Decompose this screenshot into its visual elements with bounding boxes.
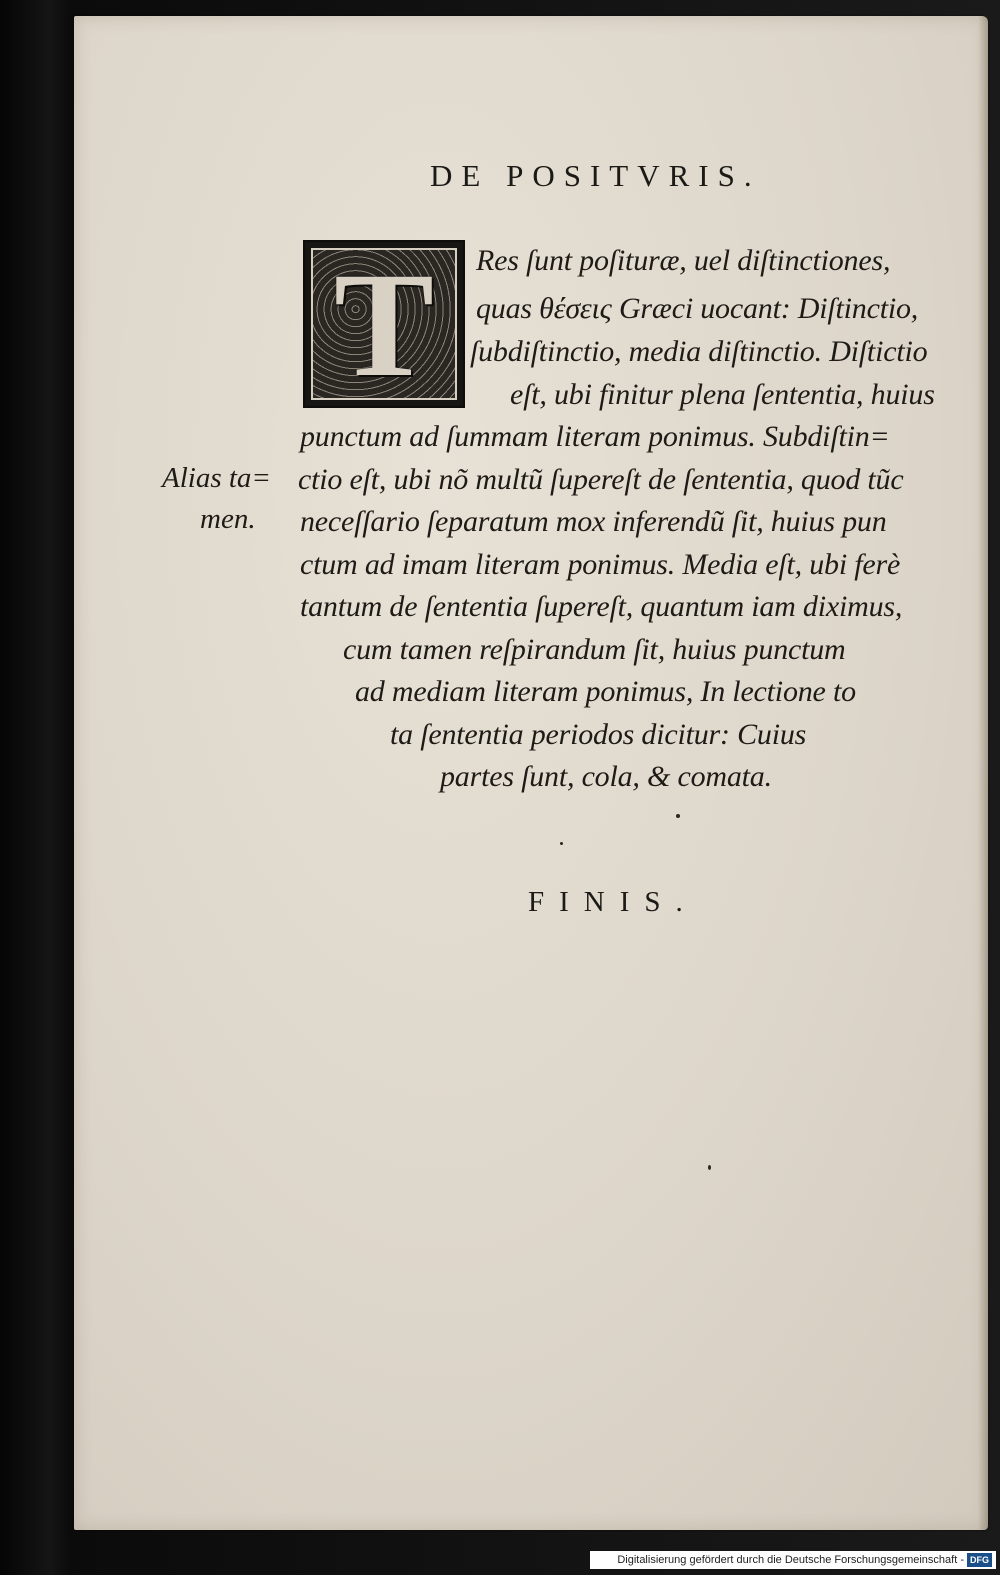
ink-speck bbox=[560, 842, 563, 845]
decorated-initial bbox=[303, 240, 465, 408]
text-line: ta ſententia periodos dicitur: Cuius bbox=[390, 718, 807, 751]
text-line: punctum ad ſummam literam ponimus. Subdiſtin= bbox=[300, 420, 890, 453]
ink-speck bbox=[708, 1165, 711, 1170]
text-line: ctum ad imam literam ponimus. Media eſt, ubi ferè bbox=[300, 548, 901, 581]
ink-speck bbox=[676, 814, 680, 818]
text-line: ctio eſt, ubi nõ multũ ſupereſt de ſententia, quod tũc bbox=[298, 463, 904, 496]
text-line: cum tamen reſpirandum ſit, huius punctum bbox=[343, 633, 846, 666]
text-line: neceſſario ſeparatum mox inferendũ ſit, huius pun bbox=[300, 505, 887, 538]
margin-note-line: Alias ta= bbox=[162, 462, 271, 494]
page-header: DE POSITVRIS. bbox=[430, 158, 761, 193]
dfg-logo: DFG bbox=[967, 1553, 992, 1567]
text-line: tantum de ſententia ſupereſt, quantum iam diximus, bbox=[300, 590, 903, 623]
text-line: quas θέσεις Græci uocant: Diſtinctio, bbox=[476, 292, 919, 325]
text-line: eſt, ubi finitur plena ſententia, huius bbox=[510, 378, 935, 411]
text-line: ad mediam literam ponimus, In lectione to bbox=[355, 675, 856, 708]
page-edge-shadow bbox=[978, 16, 988, 1530]
margin-note-line: men. bbox=[200, 503, 256, 535]
footer-text: Digitalisierung gefördert durch die Deutsche Forschungsgemeinschaft - bbox=[617, 1554, 964, 1566]
text-line: ſubdiſtinctio, media diſtinctio. Diſtictio bbox=[470, 335, 928, 368]
initial-letter: T bbox=[333, 248, 435, 400]
text-line: partes ſunt, cola, & comata. bbox=[440, 760, 772, 793]
footer-bar bbox=[590, 1551, 996, 1569]
finis: FINIS. bbox=[528, 886, 698, 918]
text-line: Res ſunt poſituræ, uel diſtinctiones, bbox=[476, 244, 891, 277]
initial-ornament bbox=[311, 248, 457, 400]
